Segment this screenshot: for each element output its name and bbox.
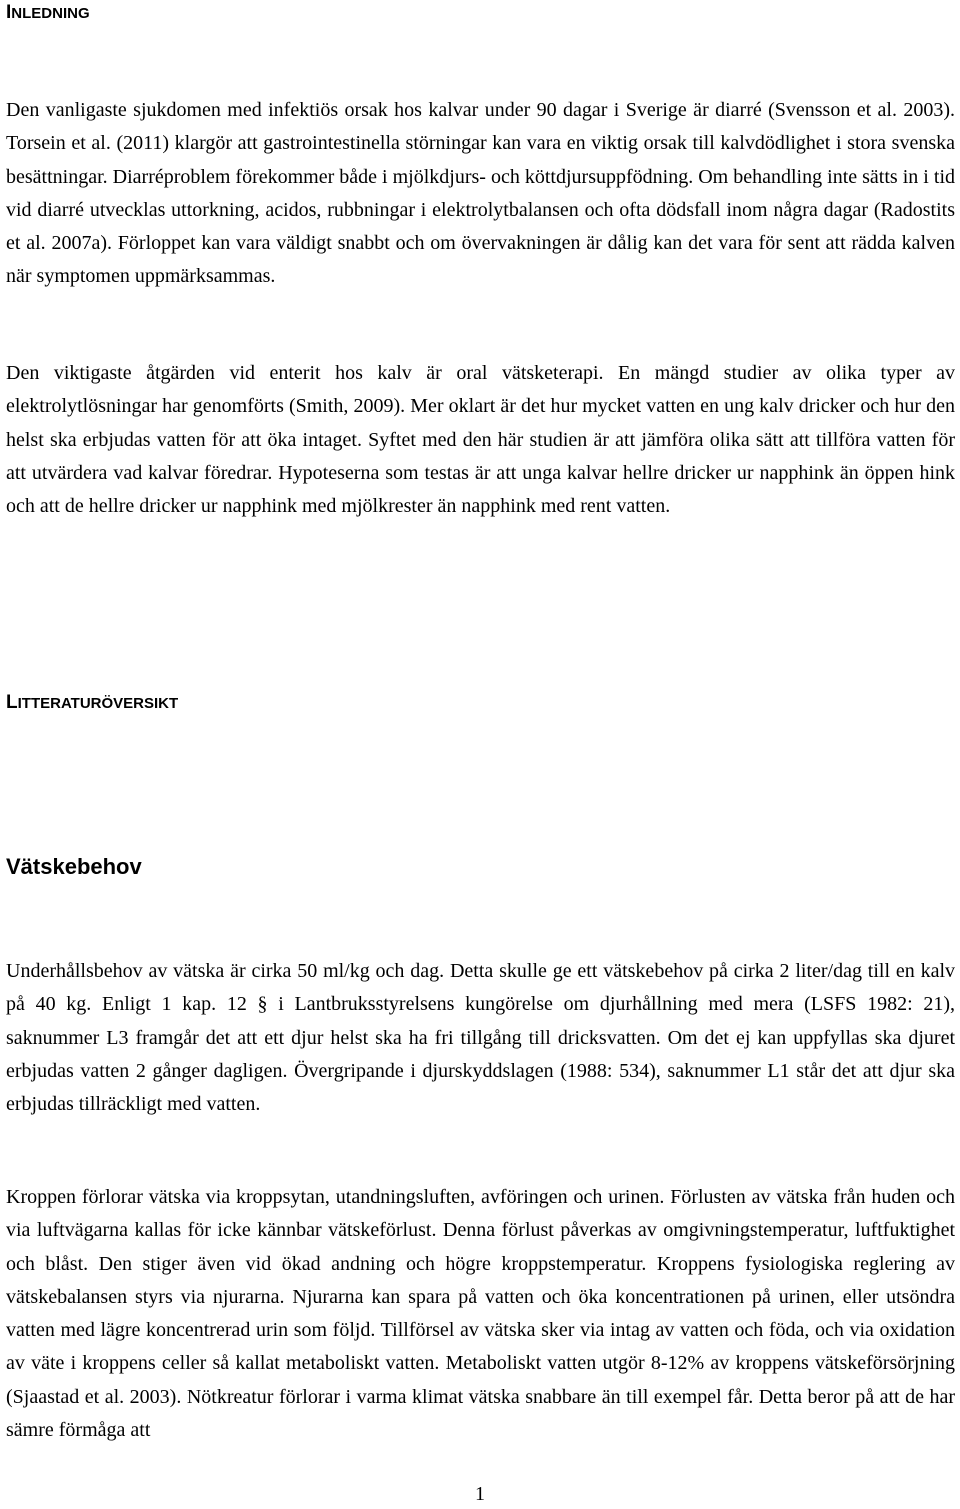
paragraph-inledning-2: Den viktigaste åtgärden vid enterit hos kalv är oral vätsketerapi. En mängd studier av olika typer av elektrolytlösningar har genomförts (Smith, 2009). Mer oklart är det hur mycket vatten en ung kalv dricker och hur den helst ska erbjudas vatten för att öka intaget. Syftet med den här studien är att jämföra olika sätt att tillföra vatten för att utvärdera vad kalvar föredrar. Hypoteserna som testas är att unga kalvar hellre dricker ur napphink än öppen hink och att de hellre dricker ur napphink med mjölkrester än napphink med rent vatten. — [6, 362, 955, 518]
heading-rest: NLEDNING — [11, 5, 90, 22]
heading-inledning — [6, 2, 90, 24]
page-number: 1 — [475, 1483, 485, 1505]
paragraph-vatskebehov-1: Underhållsbehov av vätska är cirka 50 ml/kg och dag. Detta skulle ge ett vätskebehov på cirka 2 liter/dag till en kalv på 40 kg. Enligt 1 kap. 12 § i Lantbruksstyrelsens kungörelse om djurhållning med mera (LSFS 1982: 21), saknummer L3 framgår det att ett djur helst ska ha fri tillgång till dricksvatten. Om det ej kan uppfyllas ska djuret erbjudas vatten 2 gånger dagligen. Övergripande i djurskyddslagen (1988: 534), saknummer L1 står det att djur ska erbjudas tillräckligt med vatten. — [6, 960, 955, 1116]
heading-rest: ITTERATURÖVERSIKT — [17, 695, 179, 712]
heading-initial: I — [6, 2, 12, 23]
heading-vatskebehov: Vätskebehov — [6, 854, 142, 879]
paragraph-vatskebehov-2: Kroppen förlorar vätska via kroppsytan, utandningsluften, avföringen och urinen. Förlusten av vätska från huden och via luftvägarna kallas för icke kännbar vätskeförlust. Denna förlust påverkas av omgivningstemperatur, luftfuktighet och blåst. Den stiger även vid ökad andning och högre kroppstemperatur. Kroppens fysiologiska reglering av vätskebalansen styrs via njurarna. Njurarna kan spara på vatten och öka koncentrationen på urinen, eller utsöndra vatten med lägre koncentrerad urin som följd. Tillförsel av vätska sker via intag av vatten och föda, och via oxidation av väte i kroppens celler så kallat metaboliskt vatten. Metaboliskt vatten utgör 8-12% av kroppens vätskeförsörjning (Sjaastad et al. 2003). Nötkreatur förlorar i varma klimat vätska snabbare än till exempel får. Detta beror på att de har sämre förmåga att — [6, 1186, 955, 1442]
heading-initial: L — [6, 692, 18, 713]
paragraph-inledning-1: Den vanligaste sjukdomen med infektiös orsak hos kalvar under 90 dagar i Sverige är diarré (Svensson et al. 2003). Torsein et al. (2011) klargör att gastrointestinella störningar kan vara en viktig orsak till kalvdödlighet i stora svenska besättningar. Diarréproblem förekommer både i mjölkdjurs- och köttdjursuppfödning. Om behandling inte sätts in i tid vid diarré utvecklas uttorkning, acidos, rubbningar i elektrolytbalansen och ofta dödsfall inom några dagar (Radostits et al. 2007a). Förloppet kan vara väldigt snabbt och om övervakningen är dålig kan det vara för sent att rädda kalven när symptomen uppmärksammas. — [6, 99, 955, 288]
heading-litteraturoversikt — [6, 692, 178, 714]
